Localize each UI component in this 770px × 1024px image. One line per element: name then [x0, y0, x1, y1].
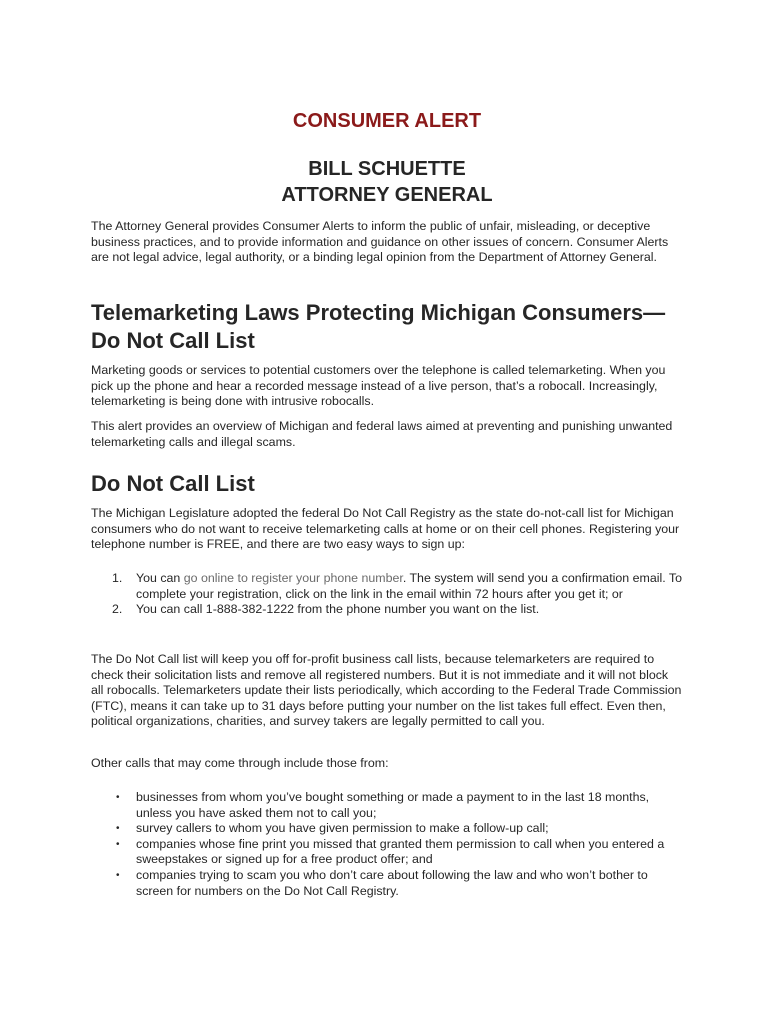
do-not-call-heading: Do Not Call List: [91, 471, 255, 496]
consumer-alert-title: CONSUMER ALERT: [292, 110, 482, 132]
list-number: 2.: [112, 602, 123, 617]
list-item: [91, 571, 683, 602]
bullet-icon: •: [116, 838, 120, 850]
telemarketing-paragraph-1: Marketing goods or services to potential customers over the telephone is called telemarketing. When you pick up the phone and hear a recorded message instead of a live person, that’s a robocall. Increasingly, telemarketing is being done with intrusive robocalls.: [91, 363, 666, 409]
bullet-text: companies trying to scam you who don’t care about following the law and who won’t bother to screen for numbers on the Do Not Call Registry.: [136, 867, 648, 898]
bullet-text: companies whose fine print you missed that granted them permission to call when you entered a sweepstakes or signed up for a free product offer; and: [136, 836, 665, 867]
list-item: [91, 868, 683, 899]
signup-steps-list: [91, 571, 683, 618]
bullet-text: businesses from whom you’ve bought something or made a payment to in the last 18 months, unless you have asked them not to call you;: [136, 790, 650, 820]
intro-paragraph: The Attorney General provides Consumer Alerts to inform the public of unfair, misleading, or deceptive business practices, and to provide information and guidance on other issues of concern. Consumer Alerts are not legal advice, legal authority, or a binding legal opinion from the Department of Attorney General.: [91, 219, 669, 265]
attorney-general-office: ATTORNEY GENERAL: [281, 184, 493, 206]
other-calls-list: [91, 790, 683, 899]
telemarketing-heading: Telemarketing Laws Protecting Michigan Consumers—Do Not Call List: [91, 300, 666, 353]
list-item: [91, 602, 683, 618]
bullet-icon: •: [116, 792, 120, 803]
register-online-link[interactable]: go online to register your phone number: [183, 571, 403, 585]
step-text-suffix: . The system will send you a confirmation email. To complete your registration, click on the link in the email within 72 hours after you get it; or: [136, 571, 682, 601]
bullet-icon: •: [116, 823, 120, 835]
attorney-general-block: [91, 156, 683, 208]
list-item: [91, 790, 683, 821]
do-not-call-paragraph-2: The Do Not Call list will keep you off for-profit business call lists, because telemarketers are required to check their solicitation lists and remove all registered numbers. But it is not immediate and it will not block all robocalls. Telemarketers update their lists periodically, which according to the Federal Trade Commission (FTC), means it can take up to 31 days before putting your number on the list takes full effect. Even then, political organizations, charities, and survey takers are legally permitted to call you.: [91, 652, 682, 729]
bullet-text: survey callers to whom you have given permission to make a follow-up call;: [136, 821, 549, 836]
list-number: 1.: [112, 571, 123, 585]
list-item: [91, 837, 683, 868]
telemarketing-paragraph-2: This alert provides an overview of Michigan and federal laws aimed at preventing and punishing unwanted telemarketing calls and illegal scams.: [91, 419, 673, 449]
step-text-prefix: You can call 1-888-382-1222 from the phone number you want on the list.: [136, 602, 540, 617]
step-text-prefix: You can: [136, 571, 184, 585]
list-item: [91, 821, 683, 837]
bullet-icon: •: [116, 869, 120, 881]
attorney-general-name: BILL SCHUETTE: [308, 158, 466, 180]
other-calls-paragraph: Other calls that may come through include those from:: [91, 756, 389, 770]
do-not-call-paragraph-1: The Michigan Legislature adopted the federal Do Not Call Registry as the state do-not-call list for Michigan consumers who do not want to receive telemarketing calls at home or on their cell phones. Registering your telephone number is FREE, and there are two easy ways to sign up:: [91, 506, 680, 552]
